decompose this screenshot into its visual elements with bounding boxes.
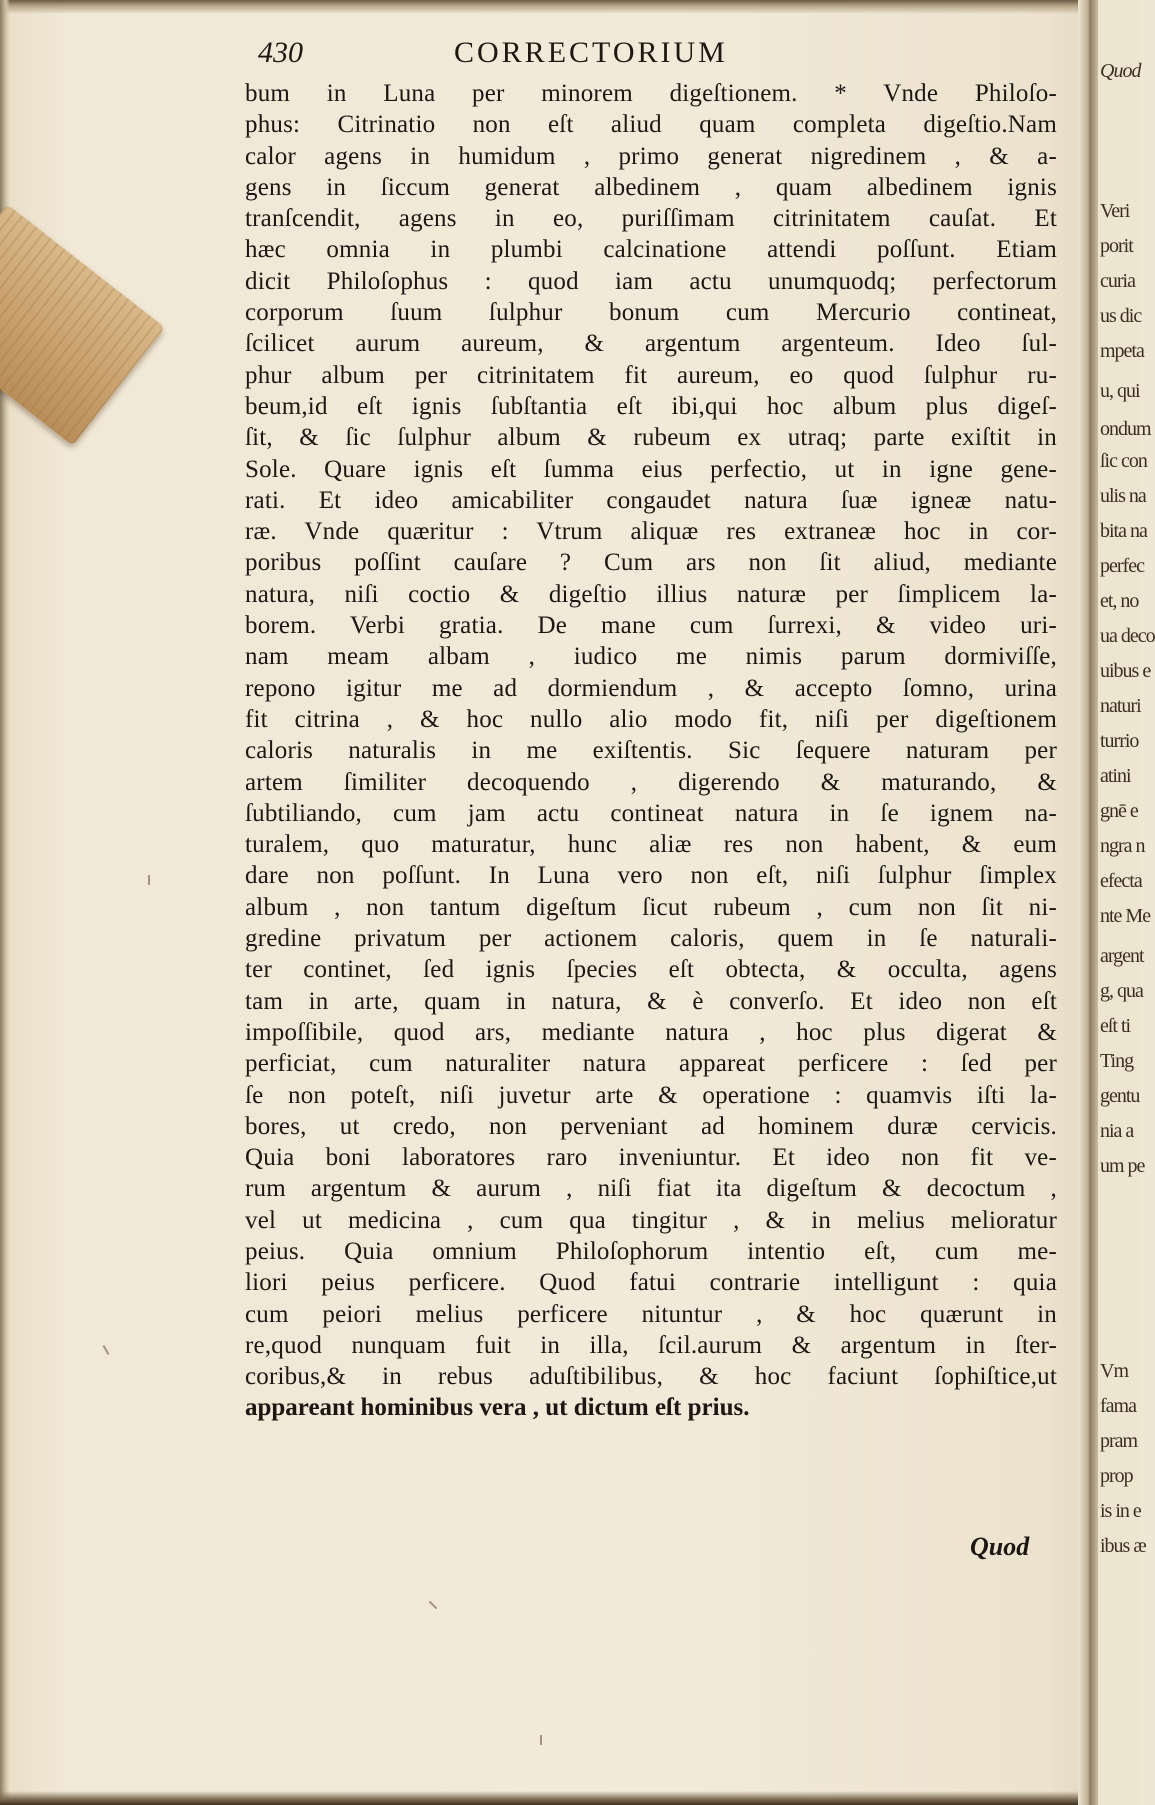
- adjacent-fragment: u, qui: [1100, 380, 1140, 402]
- adjacent-page: [1098, 0, 1155, 1805]
- adjacent-fragment: is in e: [1100, 1500, 1141, 1522]
- text-line: phur album per citrinitatem fit aureum, eo quod ſulphur ru-: [245, 361, 1057, 389]
- text-line: turalem, quo maturatur, hunc aliæ res non habent, & eum: [245, 831, 1057, 859]
- text-line: ſubtiliando, cum jam actu contineat natura in ſe ignem na-: [245, 799, 1057, 827]
- adjacent-fragment: turrio: [1100, 730, 1139, 752]
- text-line: vel ut medicina , cum qua tingitur , & in melius melioratur: [245, 1206, 1057, 1234]
- adjacent-fragment: ngra n: [1100, 835, 1145, 857]
- adjacent-fragment: um pe: [1100, 1155, 1145, 1177]
- adjacent-fragment: atini: [1100, 765, 1131, 787]
- adjacent-fragment: perfec: [1100, 555, 1144, 577]
- text-line: Quia boni laboratores raro inveniuntur. Et ideo non fit ve-: [245, 1144, 1057, 1172]
- adjacent-fragment: eſt ti: [1100, 1015, 1131, 1037]
- adjacent-fragment: Ting: [1100, 1050, 1134, 1072]
- adjacent-fragment: gnē e: [1100, 800, 1138, 822]
- catchword: Quod: [970, 1532, 1030, 1561]
- text-line: bores, ut credo, non perveniant ad hominem duræ cervicis.: [245, 1112, 1057, 1140]
- text-line: ter continet, ſed ignis ſpecies eſt obtecta, & occulta, agens: [245, 956, 1057, 984]
- adjacent-fragment: et, no: [1100, 590, 1139, 612]
- adjacent-fragment: ondum: [1100, 418, 1151, 440]
- adjacent-fragment: gentu: [1100, 1085, 1140, 1107]
- text-line: corporum ſuum ſulphur bonum cum Mercurio contineat,: [245, 299, 1057, 327]
- text-line: gredine privatum per actionem caloris, quem in ſe naturali-: [245, 925, 1057, 953]
- adjacent-fragment: Vm: [1100, 1360, 1128, 1382]
- text-line: gens in ſiccum generat albedinem , quam albedinem ignis: [245, 173, 1057, 201]
- text-line: Sole. Quare ignis eſt ſumma eius perfectio, ut in igne gene-: [245, 455, 1057, 483]
- text-line: caloris naturalis in me exiſtentis. Sic ſequere naturam per: [245, 737, 1057, 765]
- adjacent-fragment: ulis na: [1100, 485, 1146, 507]
- text-line: phus: Citrinatio non eſt aliud quam completa digeſtio.Nam: [245, 111, 1057, 139]
- page-header: [258, 36, 1058, 80]
- paper-speck: [148, 875, 150, 885]
- text-line: ræ. Vnde quæritur : Vtrum aliquæ res extraneæ hoc in cor-: [245, 518, 1057, 546]
- adjacent-fragment: porit: [1100, 235, 1133, 257]
- text-line: appareant hominibus vera , ut dictum eſt prius.: [245, 1394, 750, 1422]
- adjacent-fragment: fama: [1100, 1395, 1136, 1417]
- text-line: re,quod nunquam fuit in illa, ſcil.aurum & argentum in ſter-: [245, 1331, 1057, 1359]
- adjacent-fragment: curia: [1100, 270, 1135, 292]
- text-line: borem. Verbi gratia. De mane cum ſurrexi, & video uri-: [245, 612, 1057, 640]
- adjacent-fragment: ua deco: [1100, 625, 1155, 647]
- text-line: ſit, & ſic ſulphur album & rubeum ex utraq; parte exiſtit in: [245, 424, 1057, 452]
- adjacent-fragment: bita na: [1100, 520, 1147, 542]
- adjacent-fragment: ibus æ: [1100, 1535, 1146, 1557]
- adjacent-fragment: nte Me: [1100, 905, 1151, 927]
- text-line: liori peius perficere. Quod fatui contrarie intelligunt : quia: [245, 1269, 1057, 1297]
- adjacent-fragment: mpeta: [1100, 340, 1144, 362]
- text-line: fit citrina , & hoc nullo alio modo fit, niſi per digeſtionem: [245, 705, 1057, 733]
- text-line: hæc omnia in plumbi calcinatione attendi poſſunt. Etiam: [245, 236, 1057, 264]
- text-line: rum argentum & aurum , niſi fiat ita digeſtum & decoctum ,: [245, 1175, 1057, 1203]
- text-line: nam meam albam , iudico me nimis parum dormiviſſe,: [245, 643, 1057, 671]
- text-line: album , non tantum digeſtum ſicut rubeum , cum non ſit ni-: [245, 893, 1057, 921]
- text-line: tam in arte, quam in natura, & è converſo. Et ideo non eſt: [245, 987, 1057, 1015]
- text-line: tranſcendit, agens in eo, puriſſimam citrinitatem cauſat. Et: [245, 205, 1057, 233]
- text-line: peius. Quia omnium Philoſophorum intentio eſt, cum me-: [245, 1237, 1057, 1265]
- adjacent-fragment: pram: [1100, 1430, 1138, 1452]
- adjacent-fragment: us dic: [1100, 305, 1142, 327]
- text-line: natura, niſi coctio & digeſtio illius naturæ per ſimplicem la-: [245, 580, 1057, 608]
- adjacent-fragment: argent: [1100, 945, 1144, 967]
- text-line: dicit Philoſophus : quod iam actu unumquodq; perfectorum: [245, 267, 1057, 295]
- text-line: beum,id eſt ignis ſubſtantia eſt ibi,qui hoc album plus digeſ-: [245, 392, 1057, 420]
- text-line: impoſſibile, quod ars, mediante natura , hoc plus digerat &: [245, 1018, 1057, 1046]
- text-line: ſcilicet aurum aureum, & argentum argenteum. Ideo ſul-: [245, 330, 1057, 358]
- body-text: [245, 78, 1057, 1424]
- adjacent-fragment: Veri: [1100, 200, 1130, 222]
- adjacent-fragment: uibus e: [1100, 660, 1151, 682]
- page-number: 430: [258, 36, 303, 69]
- text-line: repono igitur me ad dormiendum , & accepto ſomno, urina: [245, 674, 1057, 702]
- paper-speck: [429, 1601, 437, 1609]
- running-title: CORRECTORIUM: [454, 36, 728, 69]
- paper-speck: [540, 1735, 542, 1745]
- adjacent-fragment: Quod: [1100, 60, 1141, 82]
- book-gutter: [1078, 0, 1100, 1805]
- text-line: calor agens in humidum , primo generat nigredinem , & a-: [245, 142, 1057, 170]
- text-line: perficiat, cum naturaliter natura appareat perficere : ſed per: [245, 1050, 1057, 1078]
- text-line: coribus,& in rebus aduſtibilibus, & hoc faciunt ſophiſtice,ut: [245, 1363, 1057, 1391]
- adjacent-fragment: ſic con: [1100, 450, 1147, 472]
- paper-speck: [103, 1345, 110, 1355]
- text-line: poribus poſſint cauſare ? Cum ars non ſit aliud, mediante: [245, 549, 1057, 577]
- text-line: cum peiori melius perficere nituntur , & hoc quærunt in: [245, 1300, 1057, 1328]
- page-top-shadow: [0, 0, 1095, 14]
- text-line: ſe non poteſt, niſi juvetur arte & operatione : quamvis iſti la-: [245, 1081, 1057, 1109]
- text-line: dare non poſſunt. In Luna vero non eſt, niſi ſulphur ſimplex: [245, 862, 1057, 890]
- text-line: rati. Et ideo amicabiliter congaudet natura ſuæ igneæ natu-: [245, 486, 1057, 514]
- text-line: bum in Luna per minorem digeſtionem. * Vnde Philoſo-: [245, 80, 1057, 107]
- adjacent-fragment: prop: [1100, 1465, 1133, 1487]
- text-line: artem ſimiliter decoquendo , digerendo & maturando, &: [245, 768, 1057, 796]
- adjacent-fragment: g, qua: [1100, 980, 1143, 1002]
- adjacent-fragment: naturi: [1100, 695, 1141, 717]
- adjacent-fragment: efecta: [1100, 870, 1142, 892]
- wooden-page-weight: [0, 204, 165, 445]
- adjacent-fragment: nia a: [1100, 1120, 1134, 1142]
- page-bottom-edge: [0, 1791, 1095, 1805]
